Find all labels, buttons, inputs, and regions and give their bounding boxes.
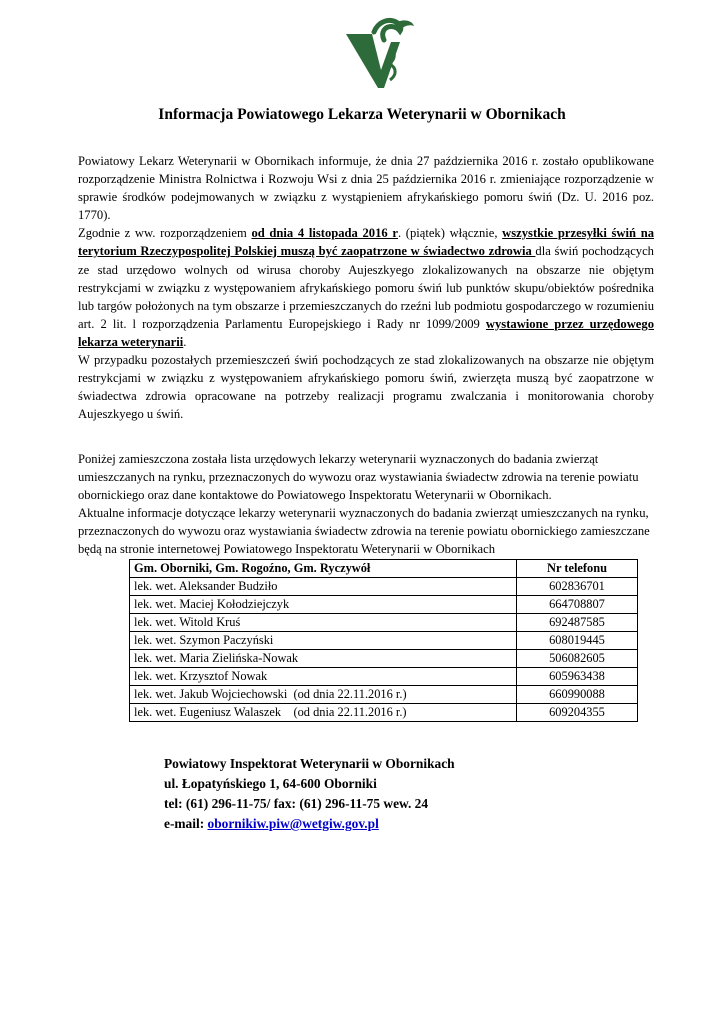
paragraph-regulation-published: Powiatowy Lekarz Weterynarii w Obornikach informuje, że dnia 27 października 2016 r. zostało opublikowane rozporządzenie Ministra Rolnictwa i Rozwoju Wsi z dnia 25 października 2016 r. zmieniające rozporządzenie w sprawie środków podejmowanych w związku z wystąpieniem afrykańskiego pomoru świń (Dz. U. 2016 poz. 1770). <box>78 154 654 223</box>
table-row <box>130 632 638 650</box>
vet-phone: 605963438 <box>517 668 638 686</box>
inspectorate-address: ul. Łopatyńskiego 1, 64-600 Oborniki <box>164 776 377 791</box>
inspectorate-name: Powiatowy Inspektorat Weterynarii w Obornikach <box>164 756 455 771</box>
inspectorate-phone-fax: tel: (61) 296-11-75/ fax: (61) 296-11-75 wew. 24 <box>164 796 429 811</box>
vet-name: lek. wet. Jakub Wojciechowski (od dnia 22.11.2016 r.) <box>130 686 517 704</box>
vet-phone: 660990088 <box>517 686 638 704</box>
contact-footer <box>164 754 455 834</box>
vet-name: lek. wet. Maciej Kołodziejczyk <box>130 596 517 614</box>
regulation-info-section <box>78 152 654 423</box>
paragraph-vet-list-intro: Poniżej zamieszczona została lista urzędowych lekarzy weterynarii wyznaczonych do badania zwierząt umieszczanych na rynku, przeznaczonych do wywozu oraz wystawiania świadectw zdrowia na terenie powiatu obornickiego oraz dane kontaktowe do Powiatowego Inspektoratu Weterynarii w Obornikach. <box>78 452 639 503</box>
effective-date: od dnia 4 listopada 2016 r <box>251 226 398 241</box>
table-row <box>130 686 638 704</box>
table-row <box>130 668 638 686</box>
vet-name: lek. wet. Eugeniusz Walaszek (od dnia 22.11.2016 r.) <box>130 704 517 722</box>
vet-phone: 609204355 <box>517 704 638 722</box>
email-link[interactable]: obornikiw.piw@wetgiw.gov.pl <box>207 816 379 831</box>
official-vets-table <box>129 559 638 722</box>
header-area: Gm. Oborniki, Gm. Rogoźno, Gm. Ryczywół <box>130 560 517 578</box>
vet-phone: 506082605 <box>517 650 638 668</box>
vet-phone: 664708807 <box>517 596 638 614</box>
table-row <box>130 578 638 596</box>
vet-name: lek. wet. Maria Zielińska-Nowak <box>130 650 517 668</box>
table-row <box>130 704 638 722</box>
vet-name: lek. wet. Krzysztof Nowak <box>130 668 517 686</box>
paragraph-other-movements: W przypadku pozostałych przemieszczeń świń pochodzących ze stad zlokalizowanych na obszarze nie objętym restrykcjami w związku z występowaniem afrykańskiego pomoru świń, zwierzęta muszą być zaopatrzone w świadectwa zdrowia opracowane na potrzeby realizacji programu zwalczania i monitorowania choroby Aujeszkyego u świń. <box>78 353 654 422</box>
vet-list-info-section <box>78 450 654 559</box>
paragraph-health-certificate-requirement: Zgodnie z ww. rozporządzeniem od dnia 4 listopada 2016 r. (piątek) włącznie, wszystkie przesyłki świń na terytorium Rzeczypospolitej Polskiej muszą być zaopatrzone w świadectwo zdrowia dla świń pochodzących ze stad urzędowo wolnych od wirusa choroby Aujeszkyego zlokalizowanych na obszarze nie objętym restrykcjami w związku z występowaniem afrykańskiego pomoru świń lub punktów skupu/obiektów pośrednika lub targów położonych na tym obszarze i przemieszczanych do rzeźni lub podmiotu gospodarczego w rozumieniu art. 2 lit. l rozporządzenia Parlamentu Europejskiego i Rady nr 1099/2009 wystawione przez urzędowego lekarza weterynarii. <box>78 226 654 349</box>
certificate-requirement-emphasis: wszystkie przesyłki świń na terytorium Rzeczypospolitej Polskiej muszą być zaopatrzone w świadectwo zdrowia <box>78 226 654 259</box>
vet-phone: 602836701 <box>517 578 638 596</box>
table-header-row <box>130 560 638 578</box>
table-row <box>130 614 638 632</box>
veterinary-serpent-v-logo-icon <box>344 14 418 90</box>
table-row <box>130 596 638 614</box>
page-title: Informacja Powiatowego Lekarza Weterynarii w Obornikach <box>158 106 566 123</box>
vet-phone: 692487585 <box>517 614 638 632</box>
issued-by-official-vet-emphasis: wystawione przez urzędowego lekarza weterynarii <box>78 316 654 349</box>
header-phone: Nr telefonu <box>517 560 638 578</box>
vet-name: lek. wet. Szymon Paczyński <box>130 632 517 650</box>
paragraph-current-info: Aktualne informacje dotyczące lekarzy weterynarii wyznaczonych do badania zwierząt umieszczanych na rynku, przeznaczonych do wywozu oraz wystawiania świadectw zdrowia na terenie powiatu obornickiego zamieszczane będą na stronie internetowej Powiatowego Inspektoratu Weterynarii w Obornikach <box>78 506 650 557</box>
vet-name: lek. wet. Aleksander Budziło <box>130 578 517 596</box>
inspectorate-email-line: e-mail: obornikiw.piw@wetgiw.gov.pl <box>164 816 379 831</box>
vet-name: lek. wet. Witold Kruś <box>130 614 517 632</box>
vet-phone: 608019445 <box>517 632 638 650</box>
table-row <box>130 650 638 668</box>
